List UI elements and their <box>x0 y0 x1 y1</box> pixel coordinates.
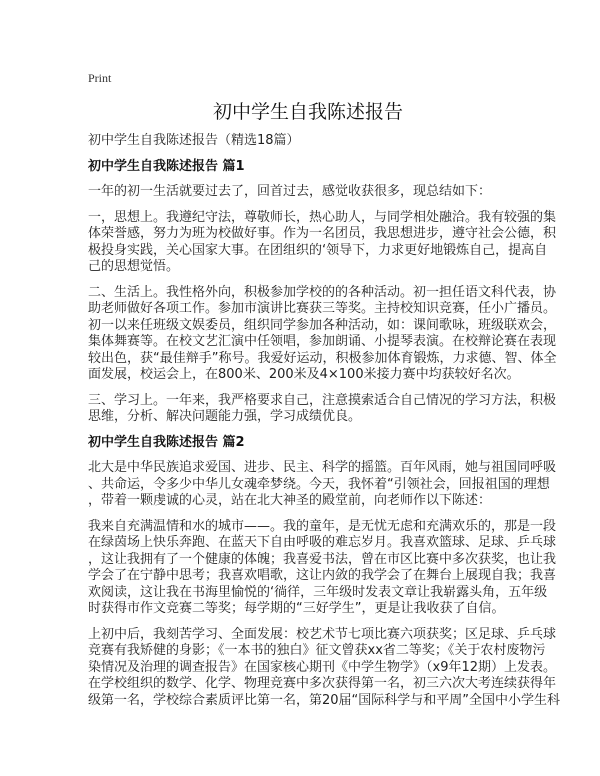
text-line: 较出色，获“最佳辩手”称号。我爱好运动，积极参加体育锻炼，力求德、智、体全 <box>88 350 557 366</box>
document-title: 初中学生自我陈述报告 <box>212 101 403 123</box>
text-line: 三、学习上。一年来，我严格要求自己，注意摸索适合自己情况的学习方法，积极 <box>88 392 557 408</box>
text-line: 在绿茵场上快乐奔跑、在蓝天下自由呼吸的难忘岁月。我喜欢篮球、足球、乒乓球 <box>88 535 557 550</box>
text-line: 助老师做好各项工作。参加市演讲比赛获三等奖。主持校知识竞赛，任小广播员。 <box>88 301 557 316</box>
paragraph <box>88 209 557 276</box>
paragraph <box>88 392 557 426</box>
text-line: 我来自充满温情和水的城市——。我的童年，是无忧无虑和充满欢乐的，那是一段 <box>88 518 557 534</box>
print-link[interactable]: Print <box>88 71 112 85</box>
text-line: 竞赛有我矫健的身影；《一本书的独白》征文曾获xx省二等奖；《关于农村废物污 <box>88 643 546 658</box>
text-line: 上初中后，我刻苦学习、全面发展：校艺术节七项比赛六项获奖；区足球、乒乓球 <box>88 626 557 642</box>
paragraph <box>88 284 557 384</box>
text-line: 初一以来任班级文娱委员，组织同学参加各种活动，如：课间歌咏，班级联欢会， <box>88 317 557 333</box>
text-line: 一年的初一生活就要过去了，回首过去，感觉收获很多，现总结如下： <box>88 184 492 199</box>
document-subtitle: 初中学生自我陈述报告（精选18篇） <box>88 133 300 148</box>
text-line: 面发展，校运会上，在800米、200米及4×100米接力赛中均获较好名次。 <box>88 367 520 382</box>
text-line: 级第一名，学校综合素质评比第一名，第20届“国际科学与和平周”全国中小学生科 <box>88 692 561 708</box>
text-line: 极投身实践，关心国家大事。在团组织的‘领导下，力求更好地锻炼自己，提高自 <box>88 242 548 258</box>
text-line: 时获得市作文竞赛二等奖；每学期的“三好学生”，更是让我收获了自信。 <box>88 601 505 616</box>
text-line: 一，思想上。我遵纪守法，尊敬师长，热心助人，与同学相处融洽。我有较强的集 <box>88 209 557 225</box>
text-line: 、共命运，令多少中华儿女魂牵梦绕。今天，我怀着“引领社会，回报祖国的理想 <box>88 476 550 492</box>
paragraph <box>88 626 561 710</box>
text-line: 染情况及治理的调查报告》在国家核心期刊《中学生物学》（x9年12期）上发表。 <box>88 659 557 675</box>
text-line: 思维，分析、解决问题能力强，学习成绩优良。 <box>88 409 362 424</box>
document-page <box>88 70 561 709</box>
text-line: 北大是中华民族追求爱国、进步、民主、科学的摇篮。百年风雨，她与祖国同呼吸 <box>88 460 557 475</box>
text-line: 集体舞赛等。在校文艺汇演中任领唱，参加朗诵、小提琴表演。在校辩论赛在表现 <box>88 334 557 349</box>
section-heading: 初中学生自我陈述报告 篇2 <box>88 434 245 450</box>
text-line: 二、生活上。我性格外向，积极参加学校的的各种活动。初一担任语文科代表，协 <box>88 284 557 300</box>
sections <box>88 158 561 710</box>
text-line: 体荣誉感，努力为班为校做好事。作为一名团员，我思想进步，遵守社会公德，积 <box>88 226 557 241</box>
text-line: ，带着一颗虔诚的心灵，站在北大神圣的殿堂前，向老师作以下陈述： <box>88 493 492 508</box>
section-heading: 初中学生自我陈述报告 篇1 <box>88 158 245 174</box>
paragraph <box>88 184 528 201</box>
text-line: 学会了在宁静中思考；我喜欢唱歌，这让内敛的我学会了在舞台上展现自我；我喜 <box>88 568 557 583</box>
text-line: 己的思想觉悟。 <box>88 259 180 274</box>
text-line: 欢阅读，这让我在书海里愉悦的‘徜徉，三年级时发表文章让我崭露头角，五年级 <box>88 584 548 600</box>
text-line: ，这让我拥有了一个健康的体魄；我喜爱书法，曾在市区比赛中多次获奖，也让我 <box>88 551 557 567</box>
text-line: 在学校组织的数学、化学、物理竞赛中多次获得第一名，初三六次大考连续获得年 <box>88 676 557 691</box>
paragraph <box>88 518 557 618</box>
paragraph <box>88 460 557 510</box>
